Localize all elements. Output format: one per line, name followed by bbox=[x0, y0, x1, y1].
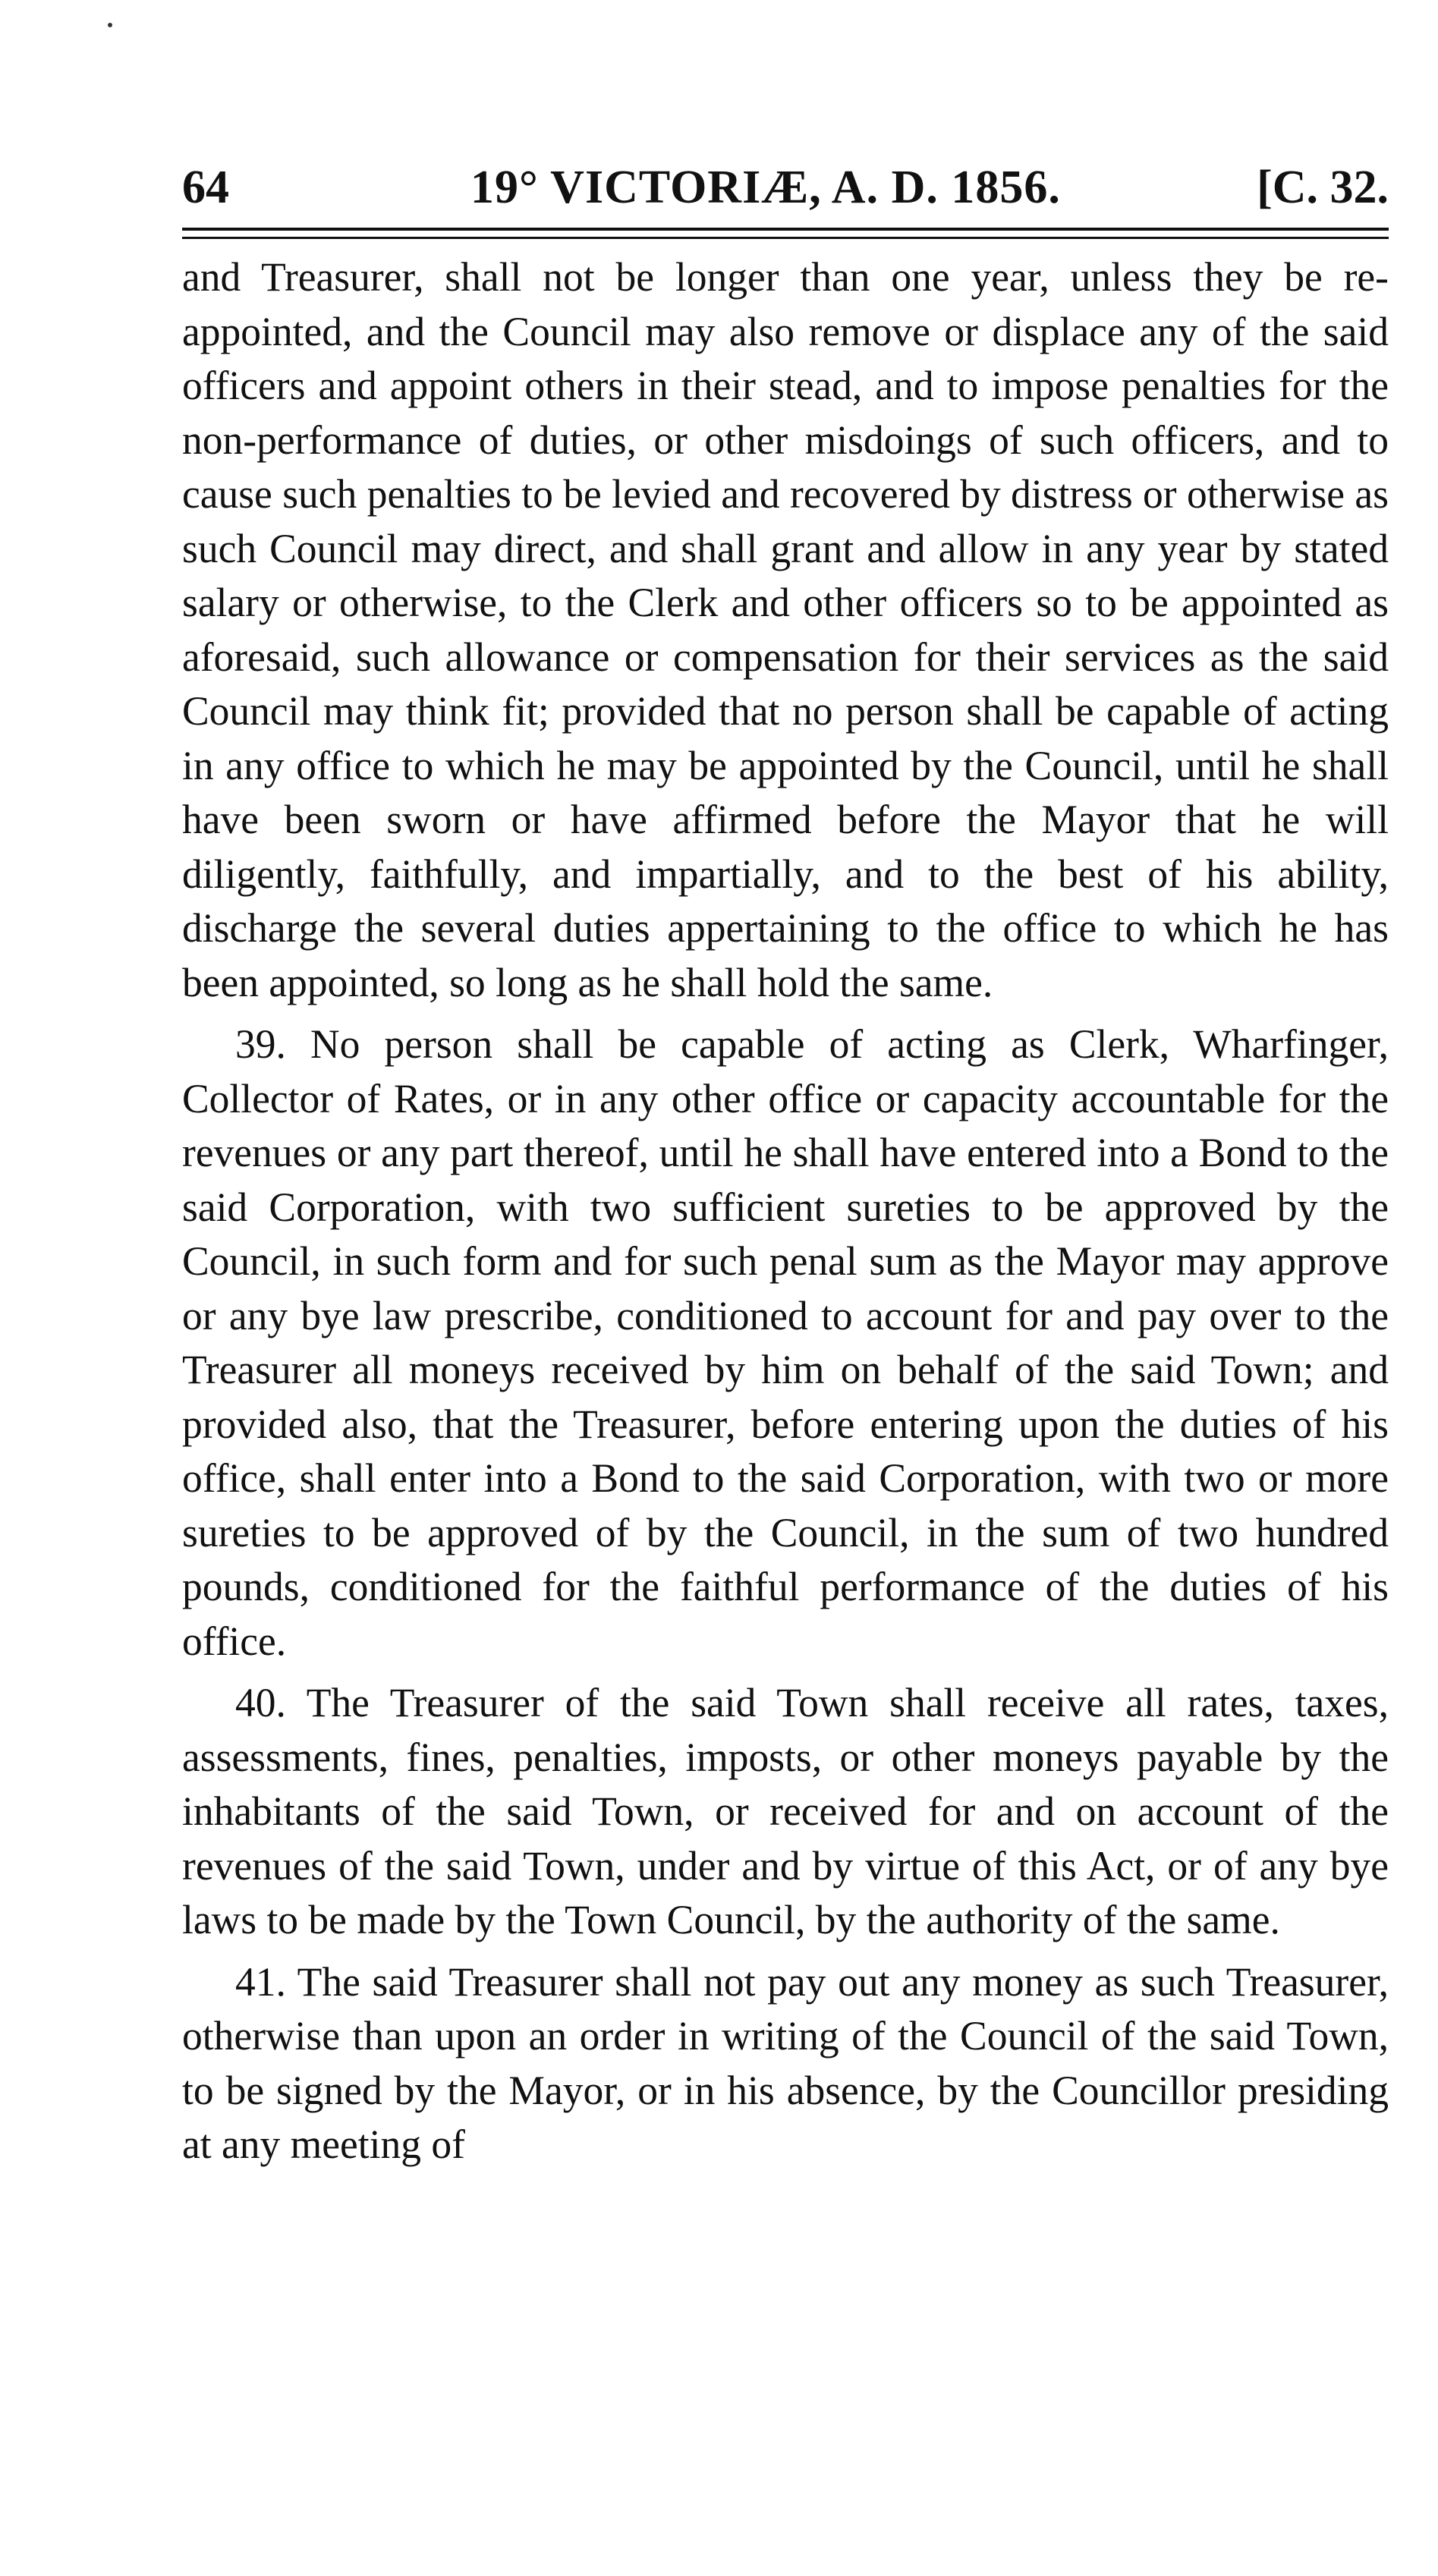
header-rule-top bbox=[182, 228, 1389, 231]
running-header bbox=[182, 161, 1389, 214]
header-rule-bottom bbox=[182, 237, 1389, 239]
section-41: 41. The said Treasurer shall not pay out any money as such Treasurer, otherwise than upon an order in writing of the Council of the said Town, to be signed by the Mayor, or in his absence, by the Councillor presiding at any meeting of bbox=[182, 1958, 1389, 2167]
section-40: 40. The Treasurer of the said Town shall receive all rates, taxes, assessments, fines, penalties, imposts, or other moneys payable by the inhabitants of the said Town, or received for and on account of the revenues of the said Town, under and by virtue of this Act, or of any bye laws to be made by the Town Council, by the authority of the same. bbox=[182, 1680, 1389, 1942]
section-39: 39. No person shall be capable of acting as Clerk, Wharfinger, Collector of Rates, or in any other office or capacity accountable for the revenues or any part thereof, until he shall have entered into a Bond to the said Corporation, with two sufficient sureties to be approved by the Council, in such form and for such penal sum as the Mayor may approve or any bye law prescribe, conditioned to account for and pay over to the Treasurer all moneys received by him on behalf of the said Town; and provided also, that the Treasurer, before entering upon the duties of his office, shall enter into a Bond to the said Corporation, with two or more sureties to be approved of by the Council, in the sum of two hundred pounds, conditioned for the faithful performance of the duties of his office. bbox=[182, 1021, 1389, 1664]
paper-speck bbox=[108, 23, 112, 27]
page-number: 64 bbox=[182, 162, 229, 213]
chapter-reference: [C. 32. bbox=[1257, 162, 1389, 213]
paragraph-continuation: and Treasurer, shall not be longer than one year, unless they be re-appointed, and the Council may also remove or displace any of the said officers and appoint others in their stead, and to impose penalties for the non-performance of duties, or other misdoings of such officers, and to cause such penalties to be levied and recovered by distress or otherwise as such Council may direct, and shall grant and allow in any year by stated salary or otherwise, to the Clerk and other officers so to be appointed as aforesaid, such allowance or compensation for their services as the said Council may think fit; provided that no person shall be capable of acting in any office to which he may be appointed by the Council, until he shall have been sworn or have affirmed before the Mayor that he will diligently, faithfully, and impartially, and to the best of his ability, discharge the several duties appertaining to the office to which he has been appointed, so long as he shall hold the same. bbox=[182, 254, 1389, 1005]
running-title: 19° VICTORIÆ, A. D. 1856. bbox=[470, 162, 1061, 213]
page-body bbox=[182, 250, 1389, 2180]
